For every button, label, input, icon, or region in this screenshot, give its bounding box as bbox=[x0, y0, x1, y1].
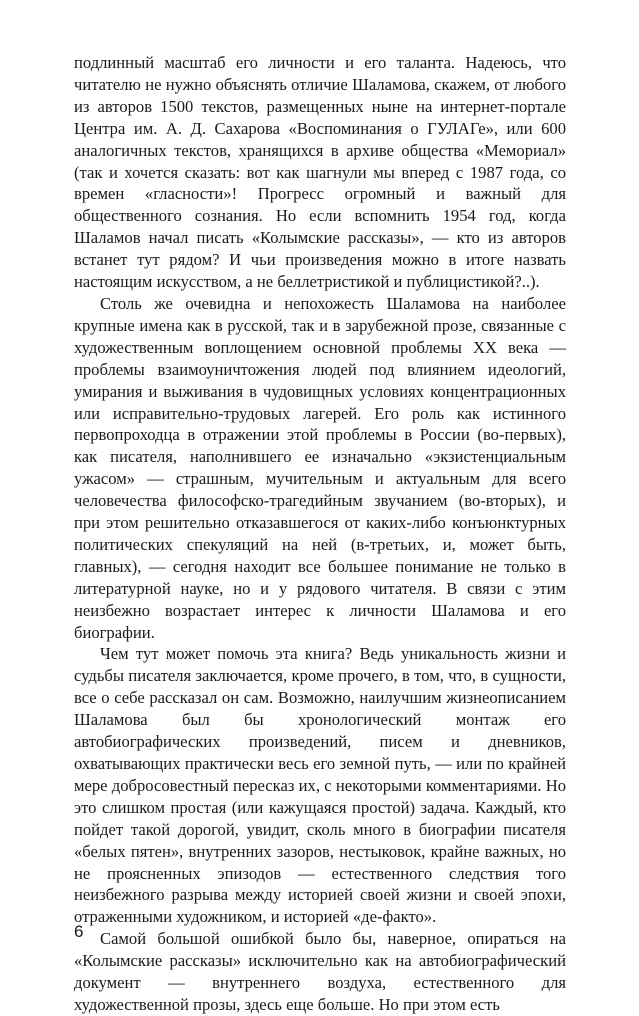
paragraph-2: Столь же очевидна и непохожесть Шаламова на наиболее крупные имена как в русской, так и в зарубежной прозе, связанные с художественным воплощением основной проблемы XX века — проблемы взаимоуничтожения людей под влиянием идеологий, умирания и выживания в чудовищных условиях концентрационных или исправительно-трудовых лагерей. Его роль как истинного первопроходца в отражении этой проблемы в России (во-первых), как писателя, наполнившего ее изначально «экзистенциальным ужасом» — страшным, мучительным и актуальным для всего человечества философско-трагедийным звучанием (во-вторых), и при этом решительно отказавшегося от каких-либо конъюнктурных политических спекуляций на ней (в-третьих, и, может быть, главных), — сегодня находит все большее понимание не только в литературной науке, но и у рядового читателя. В связи с этим неизбежно возрастает интерес к личности Шаламова и его биографии. bbox=[74, 293, 566, 642]
page-number: 6 bbox=[74, 922, 84, 941]
page-body bbox=[74, 52, 566, 1016]
paragraph-4: Самой большой ошибкой было бы, наверное, опираться на «Колымские рассказы» исключительно как на автобиографический документ — внутреннего воздуха, естественного для художественной прозы, здесь еще больше. Но при этом есть bbox=[74, 929, 566, 1014]
paragraph-3: Чем тут может помочь эта книга? Ведь уникальность жизни и судьбы писателя заключается, кроме прочего, в том, что, в сущности, все о себе рассказал он сам. Возможно, наилучшим жизнеописанием Шаламова был бы хронологический монтаж его автобиографических произведений, писем и дневников, охватывающих практически весь его земной путь, — или по крайней мере добросовестный пересказ их, с некоторыми комментариями. Но это слишком простая (или кажущаяся простой) задача. Каждый, кто пойдет такой дорогой, увидит, сколь много в биографии писателя «белых пятен», внутренних зазоров, нестыковок, крайне важных, но не проясненных эпизодов — естественного следствия того неизбежного разрыва между историей своей жизни и своей эпохи, отраженными художником, и историей «де-факто». bbox=[74, 644, 566, 927]
paragraph-1: подлинный масштаб его личности и его таланта. Надеюсь, что читателю не нужно объяснять отличие Шаламова, скажем, от любого из авторов 1500 текстов, размещенных ныне на интернет-портале Центра им. А. Д. Сахарова «Воспоминания о ГУЛАГе», или 600 аналогичных текстов, хранящихся в архиве общества «Мемориал» (так и хочется сказать: вот как шагнули мы вперед с 1987 года, со времен «гласности»! Прогресс огромный и важный для общественного сознания. Но если вспомнить 1954 год, когда Шаламов начал писать «Колымские рассказы», — кто из авторов встанет тут рядом? И чьи произведения можно в итоге назвать настоящим искусством, а не беллетристикой и публицистикой?..). bbox=[74, 53, 566, 292]
